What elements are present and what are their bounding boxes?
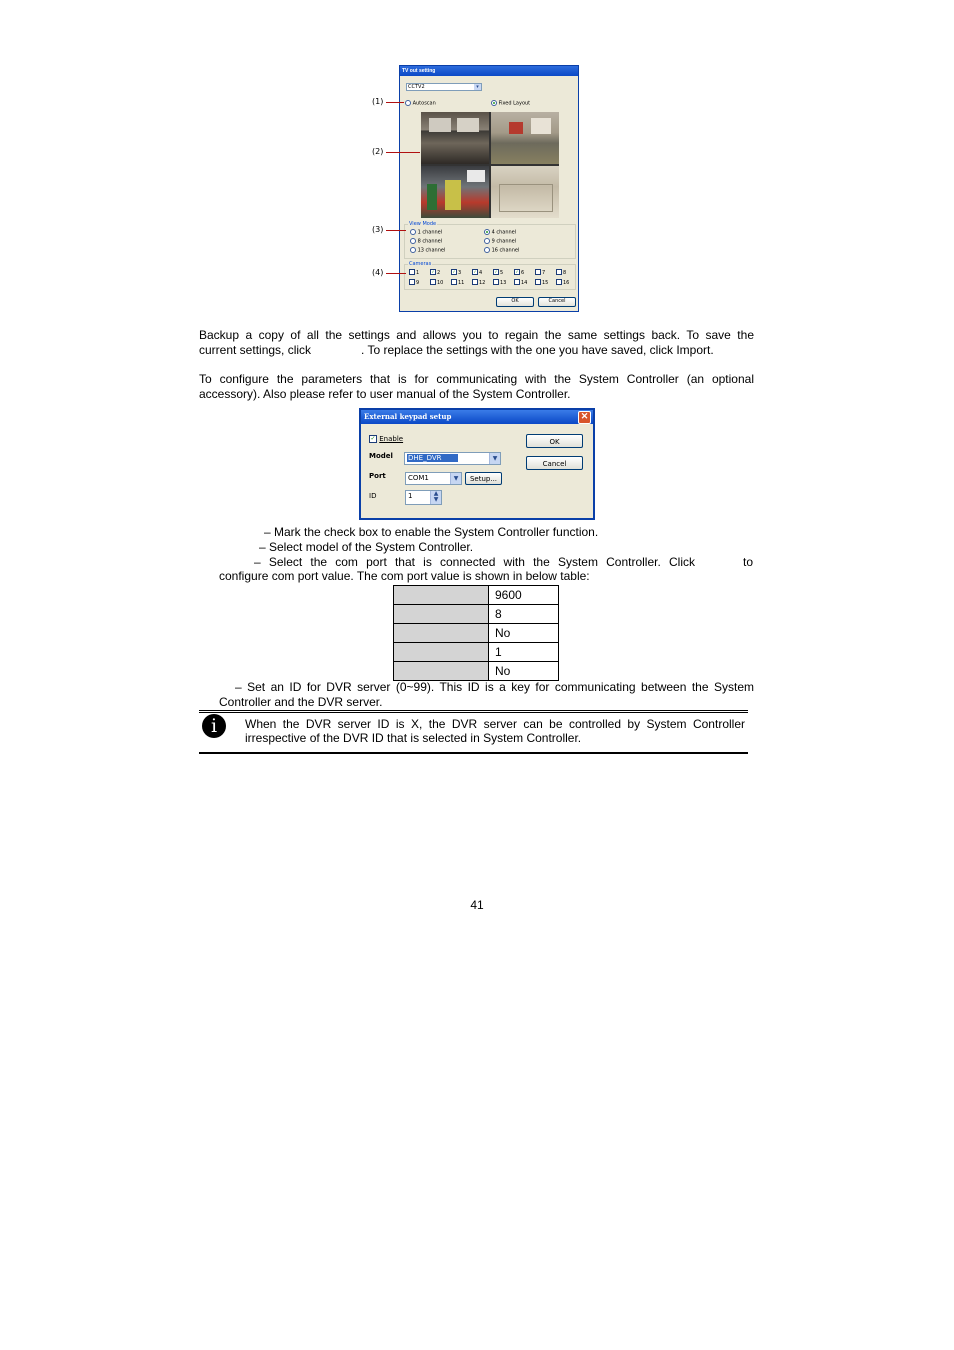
callout-line bbox=[386, 273, 406, 274]
camera-view-2 bbox=[491, 112, 559, 164]
camera-view-4 bbox=[491, 166, 559, 218]
fixed-layout-radio[interactable] bbox=[491, 100, 497, 106]
table-cell-value: 1 bbox=[489, 643, 559, 662]
view-mode-label-8: 8 channel bbox=[417, 238, 443, 245]
note-line-1: When the DVR server ID is X, the DVR server can be controlled by System Controller bbox=[245, 717, 745, 731]
setup-button[interactable]: Setup... bbox=[465, 472, 502, 485]
view-mode-label-1: 1 channel bbox=[417, 229, 443, 236]
keypad-dialog-titlebar bbox=[361, 410, 593, 424]
view-mode-8ch[interactable] bbox=[410, 238, 442, 245]
camera-view-1 bbox=[421, 112, 489, 164]
camera-label: 7 bbox=[542, 269, 546, 276]
camera-checkbox[interactable] bbox=[472, 279, 478, 285]
view-mode-radio[interactable] bbox=[410, 229, 416, 235]
camera-checkbox-item[interactable] bbox=[514, 279, 527, 286]
camera-label: 13 bbox=[500, 279, 507, 286]
enable-description: – Mark the check box to enable the System Controller function. bbox=[264, 525, 599, 539]
table-cell-value: No bbox=[489, 662, 559, 681]
table-cell-label bbox=[394, 662, 489, 681]
callout-3: (3) bbox=[372, 225, 384, 234]
keypad-line-1: To configure the parameters that is for communicating with the System Controller (an optional bbox=[199, 372, 754, 386]
note-line-2: irrespective of the DVR ID that is selected in System Controller. bbox=[245, 731, 582, 745]
tv-dialog-title: TV out setting bbox=[400, 66, 578, 76]
port-description-line-1: – Select the com port that is connected with the System Controller. Click bbox=[254, 555, 695, 569]
spinner-arrows-icon[interactable]: ▲ ▼ bbox=[430, 491, 441, 504]
port-description-to: to bbox=[743, 555, 754, 569]
id-spinner[interactable] bbox=[405, 490, 442, 505]
callout-2: (2) bbox=[372, 147, 384, 156]
camera-checkbox-item[interactable] bbox=[535, 269, 545, 276]
id-label: ID bbox=[369, 492, 377, 500]
camera-checkbox[interactable]: ✓ bbox=[452, 269, 456, 274]
autoscan-option[interactable] bbox=[405, 100, 436, 107]
enable-label: Enable bbox=[379, 435, 404, 443]
camera-checkbox-item[interactable] bbox=[430, 279, 443, 286]
camera-checkbox[interactable] bbox=[535, 279, 541, 285]
callout-1: (1) bbox=[372, 97, 384, 106]
id-description-line-2: Controller and the DVR server. bbox=[219, 695, 383, 709]
camera-checkbox[interactable] bbox=[556, 279, 562, 285]
camera-checkbox[interactable] bbox=[430, 279, 436, 285]
keypad-ok-button[interactable]: OK bbox=[526, 434, 583, 448]
camera-checkbox[interactable]: ✓ bbox=[515, 269, 519, 274]
view-mode-label-16: 16 channel bbox=[491, 247, 520, 254]
close-icon[interactable]: ✕ bbox=[578, 411, 591, 424]
autoscan-radio[interactable] bbox=[405, 100, 411, 106]
fixed-layout-option[interactable] bbox=[491, 100, 530, 107]
table-row bbox=[394, 662, 559, 681]
tv-source-value: CCTV2 bbox=[408, 84, 425, 90]
port-value: COM1 bbox=[408, 474, 429, 482]
camera-checkbox-item[interactable] bbox=[409, 279, 419, 286]
view-mode-radio[interactable] bbox=[484, 229, 490, 235]
callout-line bbox=[386, 102, 404, 103]
camera-label: 15 bbox=[542, 279, 549, 286]
tv-cancel-button[interactable]: Cancel bbox=[538, 297, 576, 307]
camera-checkbox-item[interactable] bbox=[472, 269, 482, 276]
keypad-line-2: accessory). Also please refer to user manual of the System Controller. bbox=[199, 387, 571, 401]
camera-checkbox-item[interactable] bbox=[535, 279, 548, 286]
camera-label: 3 bbox=[458, 269, 462, 276]
callout-line bbox=[386, 230, 406, 231]
com-port-table bbox=[393, 585, 559, 681]
table-cell-label bbox=[394, 643, 489, 662]
model-select[interactable] bbox=[404, 452, 501, 465]
table-cell-value: 9600 bbox=[489, 586, 559, 605]
cameras-group bbox=[404, 261, 576, 290]
tv-source-select[interactable] bbox=[406, 83, 482, 91]
port-select[interactable] bbox=[405, 472, 462, 485]
tv-out-setting-dialog bbox=[399, 65, 579, 312]
camera-checkbox[interactable]: ✓ bbox=[431, 269, 435, 274]
camera-checkbox[interactable] bbox=[514, 279, 520, 285]
camera-label: 12 bbox=[479, 279, 486, 286]
camera-checkbox-item[interactable] bbox=[451, 279, 464, 286]
note-top-rule bbox=[199, 710, 748, 711]
camera-checkbox[interactable]: ✓ bbox=[473, 269, 477, 274]
camera-label: 10 bbox=[437, 279, 444, 286]
camera-checkbox-item[interactable] bbox=[493, 279, 506, 286]
table-row bbox=[394, 586, 559, 605]
camera-view-3 bbox=[421, 166, 489, 218]
camera-label: 9 bbox=[416, 279, 420, 286]
table-cell-value: 8 bbox=[489, 605, 559, 624]
camera-checkbox-item[interactable] bbox=[493, 269, 503, 276]
keypad-cancel-button[interactable]: Cancel bbox=[526, 456, 583, 470]
chevron-down-icon[interactable]: ▼ bbox=[450, 473, 461, 484]
view-mode-radio[interactable] bbox=[410, 238, 416, 244]
callout-4: (4) bbox=[372, 268, 384, 277]
model-label: Model bbox=[369, 452, 393, 460]
view-mode-radio[interactable] bbox=[410, 247, 416, 253]
info-icon: i bbox=[202, 714, 226, 738]
camera-label: 11 bbox=[458, 279, 465, 286]
view-mode-4ch[interactable] bbox=[484, 229, 516, 236]
view-mode-1ch[interactable] bbox=[410, 229, 442, 236]
camera-checkbox[interactable] bbox=[493, 279, 499, 285]
view-mode-label-4: 4 channel bbox=[491, 229, 517, 236]
enable-checkbox[interactable]: ✓ bbox=[370, 435, 376, 442]
view-mode-13ch[interactable] bbox=[410, 247, 445, 254]
view-mode-group bbox=[404, 221, 576, 259]
external-keypad-dialog bbox=[359, 408, 595, 520]
tv-ok-button[interactable]: OK bbox=[496, 297, 534, 307]
camera-checkbox[interactable] bbox=[409, 279, 415, 285]
keypad-paragraph bbox=[199, 372, 754, 402]
backup-line-1: Backup a copy of all the settings and allows you to regain the same settings back. To save the bbox=[199, 328, 754, 342]
note-top-rule bbox=[199, 712, 748, 713]
view-mode-label: View Mode bbox=[409, 221, 437, 227]
camera-checkbox[interactable] bbox=[556, 269, 562, 275]
table-cell-label bbox=[394, 605, 489, 624]
cameras-label: Cameras bbox=[409, 261, 432, 267]
port-label: Port bbox=[369, 472, 386, 480]
camera-label: 8 bbox=[563, 269, 567, 276]
camera-checkbox-item[interactable] bbox=[556, 279, 569, 286]
chevron-down-icon[interactable]: ▼ bbox=[489, 453, 500, 464]
camera-checkbox[interactable]: ✓ bbox=[494, 269, 498, 274]
camera-checkbox[interactable] bbox=[535, 269, 541, 275]
view-mode-label-9: 9 channel bbox=[491, 238, 517, 245]
id-description-line-1: – Set an ID for DVR server (0~99). This ID is a key for communicating between the System bbox=[235, 680, 754, 694]
camera-checkbox-item[interactable] bbox=[514, 269, 524, 276]
autoscan-label: Autoscan bbox=[412, 100, 436, 107]
table-cell-value: No bbox=[489, 624, 559, 643]
backup-paragraph bbox=[199, 328, 754, 358]
camera-label: 16 bbox=[563, 279, 570, 286]
chevron-down-icon[interactable]: ▾ bbox=[474, 84, 481, 90]
callout-line bbox=[386, 152, 420, 153]
view-mode-radio[interactable] bbox=[484, 247, 490, 253]
id-value: 1 bbox=[408, 492, 413, 500]
view-mode-16ch[interactable] bbox=[484, 247, 519, 254]
view-mode-label-13: 13 channel bbox=[417, 247, 446, 254]
backup-line-2a: current settings, click bbox=[199, 343, 312, 357]
note-bottom-rule bbox=[199, 752, 748, 754]
camera-label: 4 bbox=[479, 269, 483, 276]
camera-label: 1 bbox=[416, 269, 420, 276]
table-cell-label bbox=[394, 586, 489, 605]
keypad-dialog-title: External keypad setup bbox=[364, 412, 452, 421]
fixed-layout-label: Fixed Layout bbox=[498, 100, 531, 107]
model-value: DHE_DVR bbox=[407, 454, 458, 462]
enable-checkbox-row[interactable] bbox=[369, 435, 403, 444]
camera-label: 5 bbox=[500, 269, 504, 276]
camera-preview bbox=[421, 112, 559, 218]
camera-checkbox-item[interactable] bbox=[451, 269, 461, 276]
table-cell-label bbox=[394, 624, 489, 643]
backup-line-2b: . To replace the settings with the one you have saved, click Import. bbox=[361, 343, 714, 357]
table-row bbox=[394, 624, 559, 643]
camera-label: 6 bbox=[521, 269, 525, 276]
camera-checkbox[interactable] bbox=[409, 269, 415, 275]
camera-checkbox-item[interactable] bbox=[409, 269, 419, 276]
model-description: – Select model of the System Controller. bbox=[259, 540, 474, 554]
view-mode-radio[interactable] bbox=[484, 238, 490, 244]
camera-checkbox-item[interactable] bbox=[472, 279, 485, 286]
view-mode-9ch[interactable] bbox=[484, 238, 516, 245]
camera-checkbox-item[interactable] bbox=[556, 269, 566, 276]
camera-label: 2 bbox=[437, 269, 441, 276]
camera-checkbox[interactable] bbox=[451, 279, 457, 285]
camera-checkbox-item[interactable] bbox=[430, 269, 440, 276]
port-description-line-2: configure com port value. The com port value is shown in below table: bbox=[219, 569, 590, 583]
table-row bbox=[394, 643, 559, 662]
page-number: 41 bbox=[470, 898, 484, 912]
camera-label: 14 bbox=[521, 279, 528, 286]
table-row bbox=[394, 605, 559, 624]
